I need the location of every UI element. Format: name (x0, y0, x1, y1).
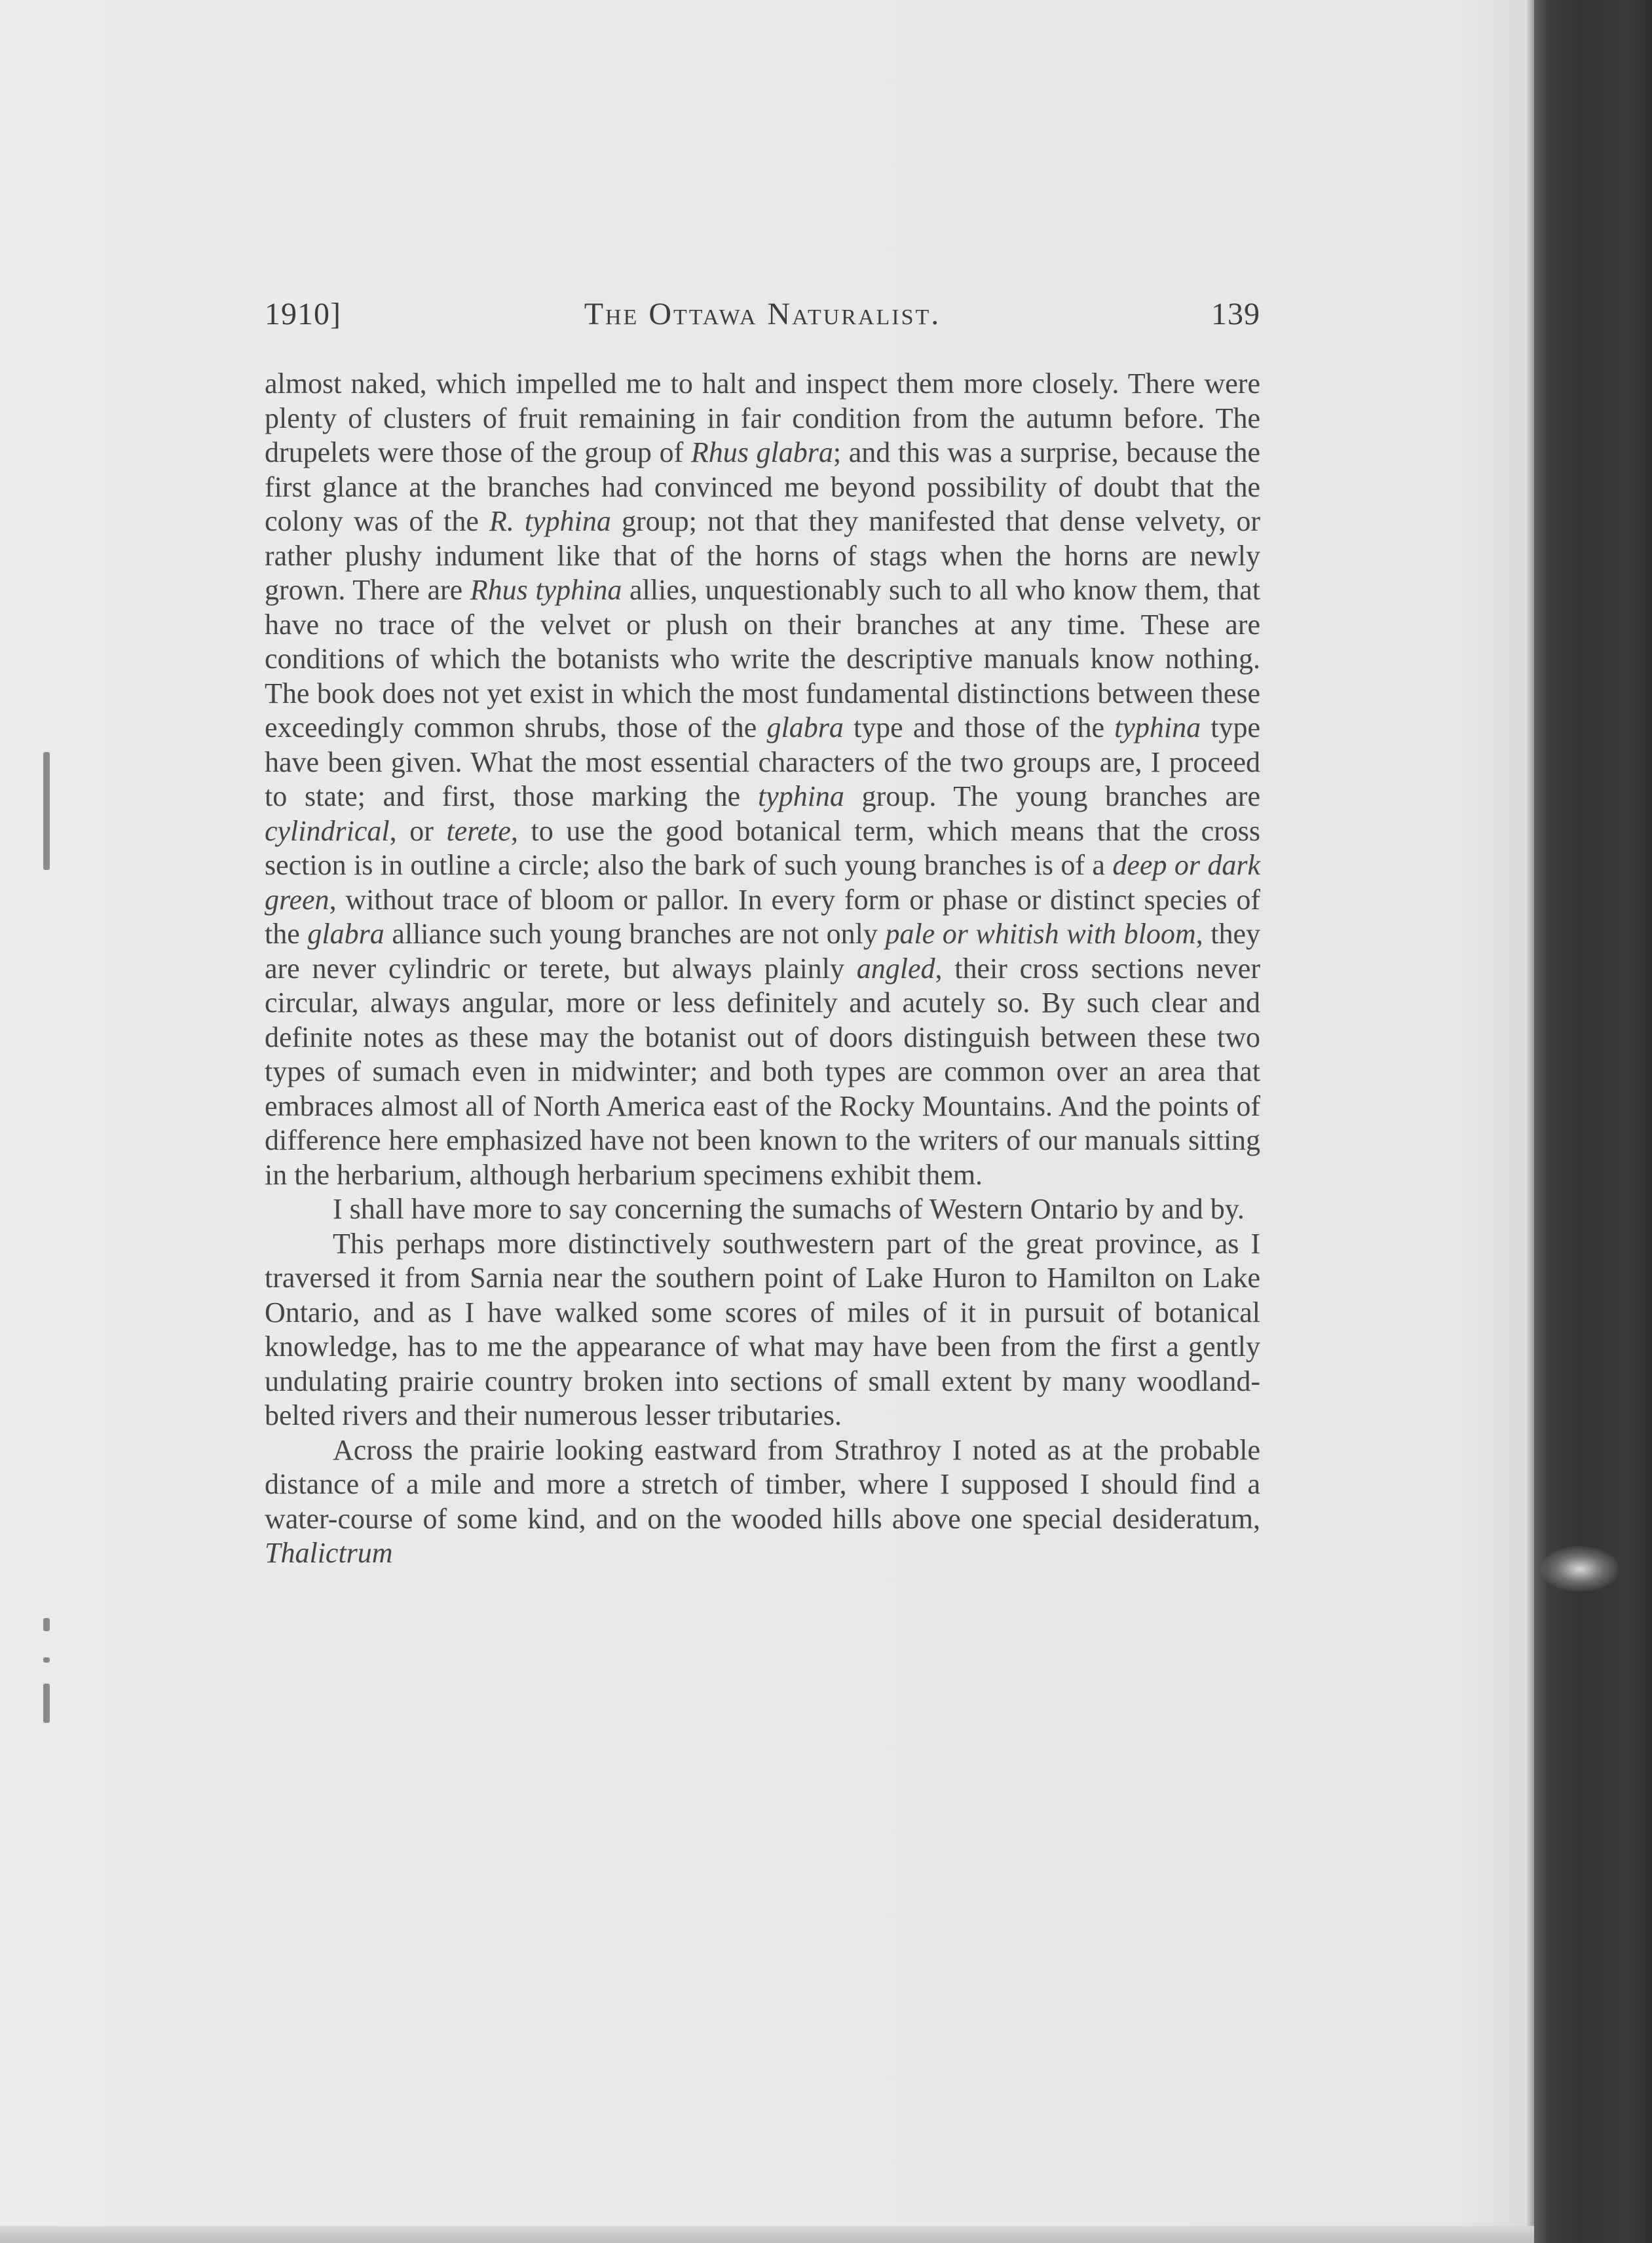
page-number: 139 (1211, 297, 1260, 331)
body-paragraph (265, 1192, 1260, 1227)
italic-term: Rhus typhina (470, 574, 622, 606)
text-run: group; not that they manifested that dense velvety, or rather plushy indument like that of the horns of stags when the horns are newly grown. There are (265, 505, 1260, 606)
article-body (265, 367, 1260, 1571)
italic-term: terete (446, 814, 511, 847)
text-run: Across the prairie looking eastward from Strathroy I noted as at the probable distance of a mile and more a stretch of timber, where I supposed I should find a water-course of some kind, and on the wooded hills above one special desideratum, (265, 1433, 1260, 1535)
scanner-background-edge (1534, 0, 1652, 2243)
text-run: almost naked, which impelled me to halt and inspect them more closely. There were plenty of clusters of fruit remaining in fair condition from the autumn before. The drupelets were those of the group of (265, 368, 1260, 468)
italic-term: pale or whitish with bloom (885, 918, 1196, 950)
body-paragraph (265, 1433, 1260, 1571)
body-paragraph (265, 367, 1260, 1192)
text-run: group. The young branches are (844, 780, 1260, 812)
text-run: alliance such young branches are not only (384, 918, 886, 950)
italic-term: Thalictrum (265, 1537, 393, 1569)
text-run: , without trace of bloom or pallor. In every form or phase or distinct species of the (265, 883, 1260, 950)
text-run: This perhaps more distinctively southwestern part of the great province, as I traversed it from Sarnia near the southern point of Lake Huron to Hamilton on Lake Ontario, and as I have walked some scores of miles of it in pursuit of botanical knowledge, has to me the appearance of what may have been from the first a gently undulating prairie country broken into sections of small extent by many woodland-belted rivers and their numerous lesser tributaries. (265, 1227, 1260, 1431)
italic-term: glabra (307, 918, 385, 950)
bottom-edge-shadow (0, 2226, 1534, 2243)
italic-term: typhina (1114, 711, 1201, 744)
italic-term: glabra (766, 711, 844, 744)
scanner-glare (1541, 1546, 1619, 1592)
running-head (265, 296, 1260, 342)
binding-mark (43, 752, 50, 870)
text-run: , or (389, 814, 447, 847)
italic-term: Rhus glabra (690, 436, 833, 468)
italic-term: typhina (757, 780, 844, 812)
text-run: type and those of the (843, 711, 1115, 744)
text-run: ; and this was a surprise, because the first glance at the branches had convinced me beyond possibility of doubt that the colony was of the (265, 436, 1260, 537)
journal-title: The Ottawa Naturalist. (584, 297, 941, 331)
text-run: , their cross sections never circular, always angular, more or less definitely and acutely so. By such clear and definite notes as these may the botanist out of doors distinguish between these two types of sumach even in midwinter; and both types are common over an area that embraces almost all of North America east of the Rocky Mountains. And the points of difference here emphasized have not been known to the writers of our manuals sitting in the herbarium, although herbarium specimens exhibit them. (265, 952, 1260, 1191)
binding-mark (43, 1657, 50, 1663)
italic-term: deep or dark green (265, 849, 1261, 916)
binding-mark (43, 1684, 50, 1723)
text-run: allies, unquestionably such to all who know them, that have no trace of the velvet or plush on their branches at any time. These are conditions of which the botanists who write the descriptive manuals know nothing. The book does not yet exist in which the most fundamental distinctions between these exceedingly common shrubs, those of the (265, 574, 1261, 744)
binding-mark (43, 1618, 50, 1631)
header-year: 1910] (265, 297, 341, 331)
italic-term: cylindrical (265, 814, 390, 847)
italic-term: angled (856, 952, 935, 985)
page-edge-shadow (1525, 0, 1534, 2243)
body-paragraph (265, 1227, 1260, 1433)
text-run: , they are never cylindric or terete, but always plainly (265, 918, 1260, 985)
text-run: type have been given. What the most essential characters of the two groups are, I proceed to state; and first, those marking the (265, 711, 1260, 812)
italic-term: R. typhina (489, 505, 611, 537)
text-run: I shall have more to say concerning the sumachs of Western Ontario by and by. (333, 1193, 1245, 1225)
text-run: , to use the good botanical term, which means that the cross section is in outline a circle; also the bark of such young branches is of a (265, 814, 1261, 881)
